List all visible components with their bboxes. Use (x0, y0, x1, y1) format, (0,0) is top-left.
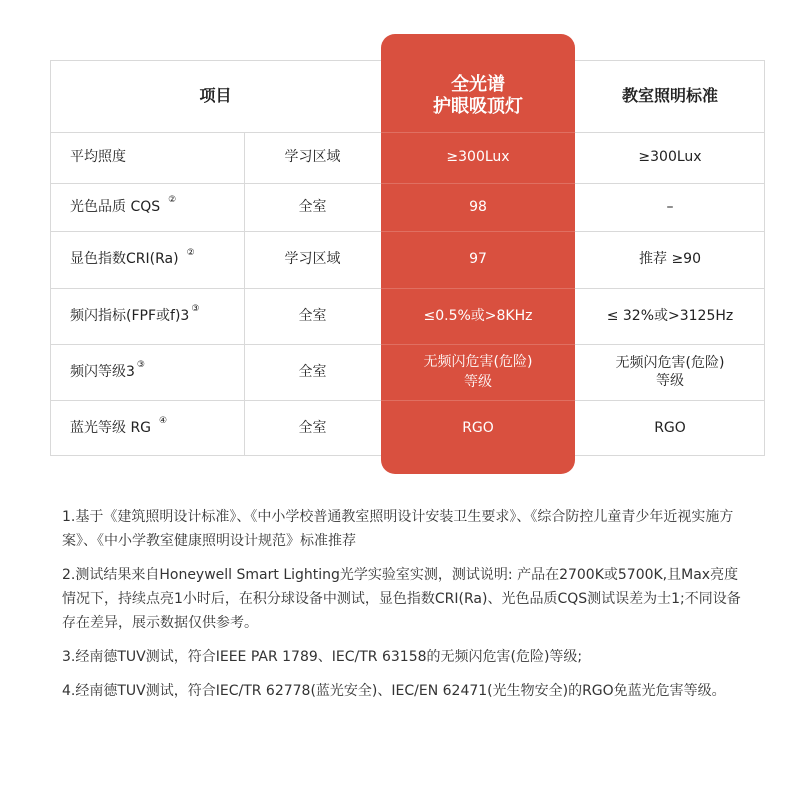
header-item: 项目 (199, 85, 232, 105)
footnote-marker: ② (186, 247, 195, 258)
row-2-area: 全室 (298, 198, 327, 215)
footnote-2: 2.测试结果来自Honeywell Smart Lighting光学实验室实测，测试说明: 产品在2700K或5700K,且Max亮度情况下，持续点亮1小时后，在积分球设备中测试，显色指数CRI(Ra)、光色品质CQS测试误差为士1;不同设备存在差异，展示数据仅供参考。 (62, 567, 741, 631)
row-5-standard: 无频闪危害(危险) 等级 (615, 354, 725, 389)
header-product: 全光谱 护眼吸顶灯 (433, 73, 523, 117)
row-1-name: 平均照度 (70, 149, 126, 166)
row-4-standard: ≤ 32%或>3125Hz (606, 307, 734, 324)
footnote-marker: ③ (191, 304, 200, 315)
row-3-name: 显色指数CRI(Ra) ② (70, 247, 195, 268)
footnotes (62, 505, 752, 713)
row-3-area: 学习区域 (284, 251, 341, 268)
footnote-1: 1.基于《建筑照明设计标准》、《中小学校普通教室照明设计安装卫生要求》、《综合防控儿童青少年近视实施方案》、《中小学教室健康照明设计规范》标准推荐 (62, 509, 734, 549)
row-1-area: 学习区域 (284, 149, 341, 166)
footnote-4: 4.经南德TUV测试，符合IEC/TR 62778(蓝光安全)、IEC/EN 62471(光生物安全)的RGO免蓝光危害等级。 (62, 683, 726, 699)
footnote-marker: ③ (136, 360, 145, 371)
row-2-name: 光色品质 CQS ② (70, 195, 177, 215)
row-5-product: 无频闪危害(危险) 等级 (423, 353, 533, 390)
row-1-product: ≥300Lux (446, 149, 510, 166)
header-standard: 教室照明标准 (621, 85, 718, 105)
row-6-area: 全室 (298, 419, 327, 436)
row-2-standard: – (666, 198, 674, 215)
footnote-marker: ② (168, 195, 177, 206)
row-3-product: 97 (469, 251, 487, 268)
row-1-standard: ≥300Lux (638, 149, 702, 166)
row-5-name: 频闪等级3 ③ (70, 360, 145, 380)
footnote-3: 3.经南德TUV测试，符合IEEE PAR 1789、IEC/TR 63158的无频闪危害(危险)等级; (62, 649, 583, 665)
row-6-standard: RGO (654, 419, 686, 436)
row-4-name: 频闪指标(FPF或f)3 ③ (70, 304, 200, 324)
row-6-name: 蓝光等级 RG ④ (70, 416, 168, 436)
row-3-standard: 推荐 ≥90 (639, 251, 701, 268)
row-4-product: ≤0.5%或>8KHz (423, 307, 533, 324)
row-2-product: 98 (469, 198, 487, 215)
row-5-area: 全室 (298, 363, 327, 380)
row-4-area: 全室 (298, 307, 327, 324)
row-6-product: RGO (462, 419, 494, 436)
footnote-marker: ④ (159, 416, 168, 427)
